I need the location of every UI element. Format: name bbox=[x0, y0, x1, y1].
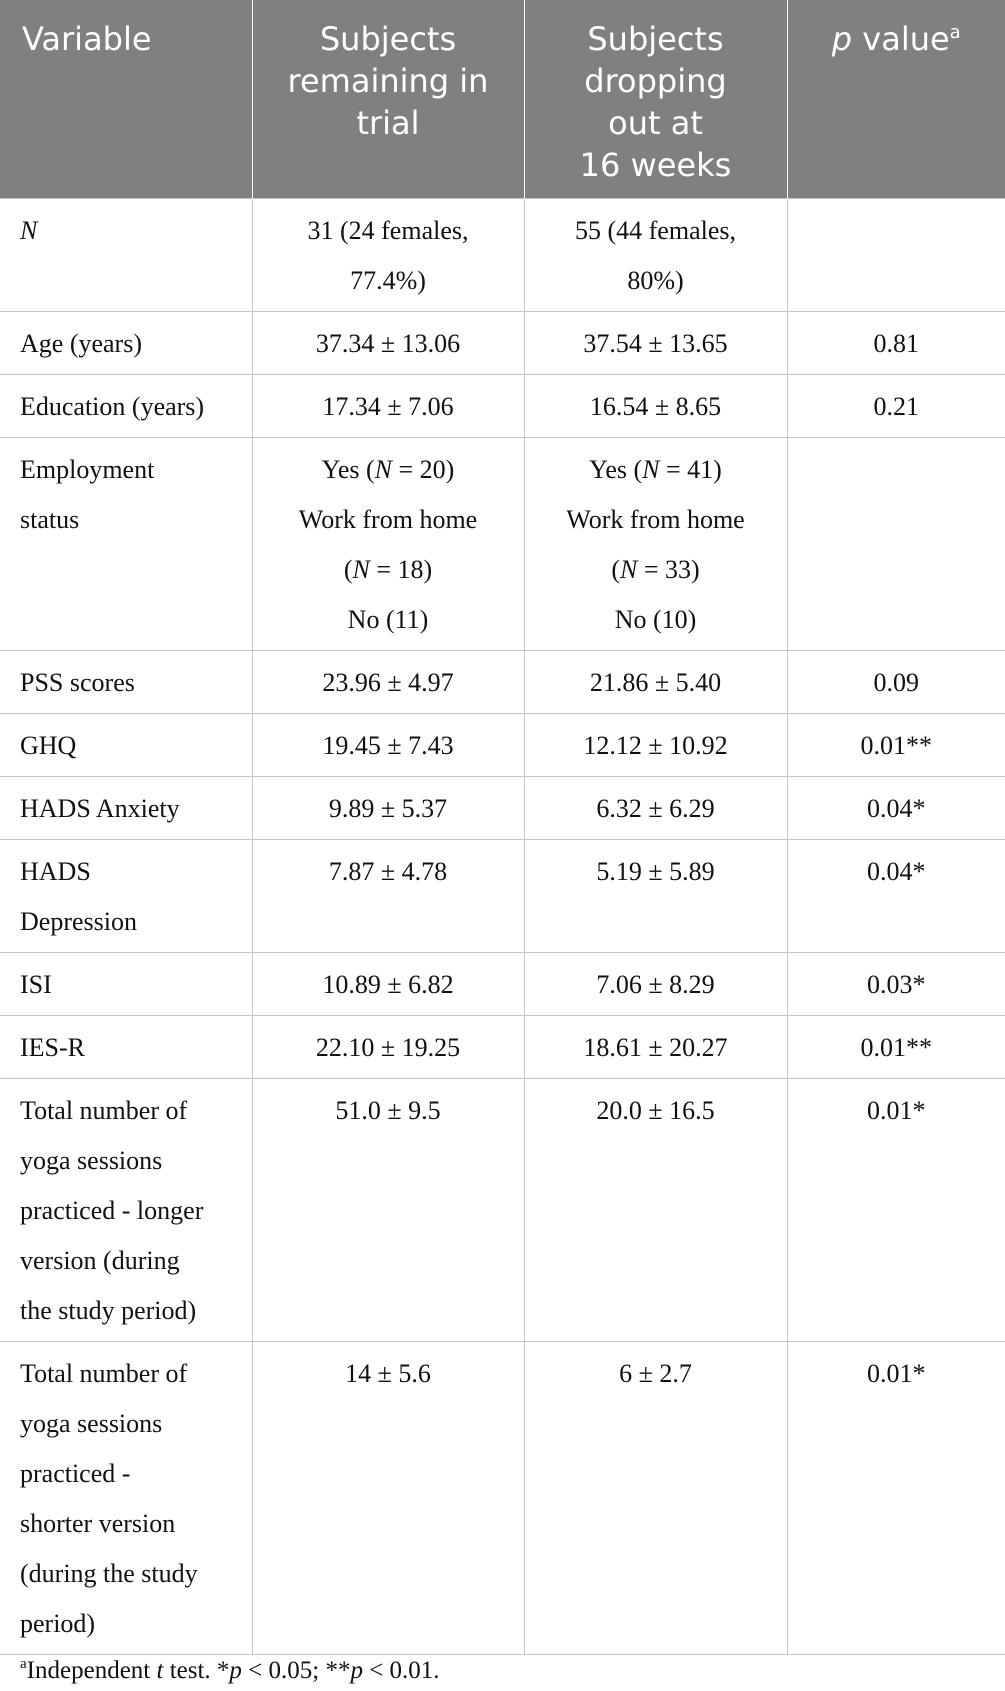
value-segment: Work from home bbox=[566, 505, 745, 534]
cell-remaining bbox=[252, 1342, 524, 1655]
remaining-value-line bbox=[263, 445, 514, 495]
header-dropout-line: out at bbox=[608, 104, 703, 142]
remaining-value-line: 37.34 ± 13.06 bbox=[315, 329, 461, 358]
cell-remaining bbox=[252, 375, 524, 438]
value-segment: No (11) bbox=[347, 605, 429, 634]
variable-text: Age (years) bbox=[20, 329, 142, 358]
header-pvalue bbox=[787, 0, 1005, 199]
value-segment: N bbox=[374, 455, 392, 484]
cell-pvalue: 0.01* bbox=[787, 1342, 1005, 1655]
footnote-text: t bbox=[156, 1657, 164, 1684]
dropout-value-line: 80%) bbox=[627, 266, 684, 295]
cell-remaining bbox=[252, 651, 524, 714]
cell-pvalue: 0.21 bbox=[787, 375, 1005, 438]
cell-remaining bbox=[252, 777, 524, 840]
variable-text: status bbox=[20, 505, 80, 534]
cell-remaining bbox=[252, 312, 524, 375]
dropout-value-line bbox=[535, 595, 777, 645]
cell-variable bbox=[0, 375, 252, 438]
cell-pvalue: 0.04* bbox=[787, 777, 1005, 840]
value-segment: Work from home bbox=[298, 505, 478, 534]
cell-dropout bbox=[524, 1079, 787, 1342]
cell-dropout bbox=[524, 1342, 787, 1655]
dropout-value-line: 12.12 ± 10.92 bbox=[583, 731, 728, 760]
value-segment: = 41) bbox=[659, 455, 722, 484]
remaining-value-line: 77.4%) bbox=[350, 266, 426, 295]
remaining-value-line: 31 (24 females, bbox=[307, 216, 469, 245]
value-segment: ( bbox=[611, 555, 620, 584]
dropout-value-line: 55 (44 females, bbox=[574, 216, 736, 245]
remaining-value-line: 22.10 ± 19.25 bbox=[315, 1033, 461, 1062]
header-remaining-line: trial bbox=[356, 104, 420, 142]
cell-pvalue: 0.01** bbox=[787, 1016, 1005, 1079]
cell-pvalue bbox=[787, 438, 1005, 651]
cell-pvalue bbox=[787, 199, 1005, 312]
table-row-yoga-shorter bbox=[0, 1342, 1005, 1655]
cell-remaining bbox=[252, 953, 524, 1016]
footnote-text: p bbox=[229, 1657, 242, 1684]
dropout-value-line: 7.06 ± 8.29 bbox=[596, 970, 715, 999]
dropout-value-line: 5.19 ± 5.89 bbox=[596, 857, 715, 886]
cell-pvalue: 0.03* bbox=[787, 953, 1005, 1016]
cell-dropout bbox=[524, 714, 787, 777]
dropout-value-line: 6.32 ± 6.29 bbox=[596, 794, 715, 823]
cell-pvalue: 0.01* bbox=[787, 1079, 1005, 1342]
cell-remaining bbox=[252, 1079, 524, 1342]
cell-dropout bbox=[524, 199, 787, 312]
value-segment: No (10) bbox=[614, 605, 697, 634]
table-row-hads-depression bbox=[0, 840, 1005, 953]
cell-remaining bbox=[252, 199, 524, 312]
header-remaining-line: Subjects bbox=[319, 20, 457, 58]
table-row-ghq bbox=[0, 714, 1005, 777]
variable-text: HADS Anxiety bbox=[20, 794, 180, 823]
cell-dropout bbox=[524, 1016, 787, 1079]
header-pvalue-text: value bbox=[852, 20, 950, 58]
cell-pvalue: 0.01** bbox=[787, 714, 1005, 777]
variable-text: HADS bbox=[20, 857, 91, 886]
footnote-text: < 0.05; ** bbox=[241, 1657, 351, 1684]
header-row bbox=[0, 0, 1005, 199]
remaining-value-line bbox=[263, 495, 514, 545]
variable-text: version (during bbox=[20, 1246, 180, 1275]
cell-variable bbox=[0, 1016, 252, 1079]
header-dropout-line: dropping bbox=[584, 62, 727, 100]
cell-dropout bbox=[524, 840, 787, 953]
dropout-value-line bbox=[535, 495, 777, 545]
table-row-pss bbox=[0, 651, 1005, 714]
table-header bbox=[0, 0, 1005, 199]
cell-variable bbox=[0, 651, 252, 714]
remaining-value-line: 51.0 ± 9.5 bbox=[335, 1096, 441, 1125]
value-segment: Yes ( bbox=[321, 455, 375, 484]
header-dropout bbox=[524, 0, 787, 199]
dropout-value-line: 37.54 ± 13.65 bbox=[583, 329, 728, 358]
footnote-mark: a bbox=[20, 1656, 27, 1672]
variable-text: Total number of bbox=[20, 1359, 188, 1388]
variable-text: PSS scores bbox=[20, 668, 135, 697]
table-row-isi bbox=[0, 953, 1005, 1016]
remaining-value-line bbox=[263, 545, 514, 595]
cell-variable bbox=[0, 840, 252, 953]
variable-text: Total number of bbox=[20, 1096, 188, 1125]
variable-text: ISI bbox=[20, 970, 52, 999]
cell-dropout bbox=[524, 777, 787, 840]
cell-remaining bbox=[252, 714, 524, 777]
remaining-value-line: 7.87 ± 4.78 bbox=[328, 857, 448, 886]
table-row-education bbox=[0, 375, 1005, 438]
value-segment: ( bbox=[343, 555, 353, 584]
cell-variable bbox=[0, 1079, 252, 1342]
cell-dropout bbox=[524, 651, 787, 714]
cell-remaining bbox=[252, 1016, 524, 1079]
header-remaining-line: remaining in bbox=[287, 62, 489, 100]
variable-text: yoga sessions bbox=[20, 1146, 163, 1175]
cell-dropout bbox=[524, 312, 787, 375]
dropout-value-line: 20.0 ± 16.5 bbox=[596, 1096, 715, 1125]
variable-text: IES-R bbox=[20, 1033, 85, 1062]
variable-text: Employment bbox=[20, 455, 155, 484]
dropout-value-line: 6 ± 2.7 bbox=[619, 1359, 692, 1388]
cell-dropout bbox=[524, 953, 787, 1016]
variable-text: shorter version bbox=[20, 1509, 176, 1538]
table-row-age bbox=[0, 312, 1005, 375]
cell-pvalue: 0.81 bbox=[787, 312, 1005, 375]
cell-pvalue: 0.04* bbox=[787, 840, 1005, 953]
variable-text: practiced - longer bbox=[20, 1196, 204, 1225]
table-row-hads-anxiety bbox=[0, 777, 1005, 840]
header-variable: Variable bbox=[0, 0, 252, 199]
variable-text: N bbox=[20, 216, 38, 245]
header-pvalue-symbol: p bbox=[831, 20, 853, 58]
dropout-value-line bbox=[535, 445, 777, 495]
value-segment: Yes ( bbox=[589, 455, 643, 484]
cell-variable bbox=[0, 714, 252, 777]
dropout-value-line bbox=[535, 545, 777, 595]
header-dropout-line: Subjects bbox=[587, 20, 724, 58]
variable-text: the study period) bbox=[20, 1296, 197, 1325]
cell-variable bbox=[0, 312, 252, 375]
cell-variable bbox=[0, 777, 252, 840]
variable-text: Education (years) bbox=[20, 392, 205, 421]
cell-remaining bbox=[252, 840, 524, 953]
cell-variable bbox=[0, 1342, 252, 1655]
table-row-n bbox=[0, 199, 1005, 312]
value-segment: N bbox=[352, 555, 370, 584]
header-pvalue-footnote-mark: a bbox=[949, 22, 961, 43]
value-segment: = 18) bbox=[369, 555, 433, 584]
footnote-text: test. * bbox=[163, 1657, 230, 1684]
cell-pvalue: 0.09 bbox=[787, 651, 1005, 714]
remaining-value-line: 17.34 ± 7.06 bbox=[322, 392, 454, 421]
cell-variable bbox=[0, 438, 252, 651]
table-row-ies-r bbox=[0, 1016, 1005, 1079]
value-segment: N bbox=[620, 555, 638, 584]
cell-dropout bbox=[524, 438, 787, 651]
remaining-value-line: 19.45 ± 7.43 bbox=[322, 731, 454, 760]
variable-text: period) bbox=[20, 1609, 96, 1638]
table-row-yoga-longer bbox=[0, 1079, 1005, 1342]
footnote-text: Independent bbox=[26, 1657, 157, 1684]
value-segment: = 33) bbox=[637, 555, 700, 584]
remaining-value-line: 9.89 ± 5.37 bbox=[328, 794, 448, 823]
remaining-value-line: 14 ± 5.6 bbox=[345, 1359, 431, 1388]
dropout-value-line: 21.86 ± 5.40 bbox=[589, 668, 722, 697]
variable-text: yoga sessions bbox=[20, 1409, 163, 1438]
dropout-value-line: 18.61 ± 20.27 bbox=[583, 1033, 728, 1062]
table-body bbox=[0, 199, 1005, 1655]
cell-remaining bbox=[252, 438, 524, 651]
variable-text: practiced - bbox=[20, 1459, 131, 1488]
footnote-text: p bbox=[350, 1657, 363, 1684]
header-remaining bbox=[252, 0, 524, 199]
table-row-employment bbox=[0, 438, 1005, 651]
cell-variable bbox=[0, 953, 252, 1016]
cell-variable bbox=[0, 199, 252, 312]
footnote-text: < 0.01. bbox=[362, 1657, 440, 1684]
variable-text: Depression bbox=[20, 907, 137, 936]
cell-dropout bbox=[524, 375, 787, 438]
remaining-value-line: 10.89 ± 6.82 bbox=[322, 970, 454, 999]
header-dropout-line: 16 weeks bbox=[579, 146, 732, 184]
value-segment: N bbox=[642, 455, 660, 484]
remaining-value-line bbox=[263, 595, 514, 645]
variable-text: GHQ bbox=[20, 731, 77, 760]
variable-text: (during the study bbox=[20, 1559, 198, 1588]
value-segment: = 20) bbox=[392, 455, 455, 484]
table-footnote bbox=[20, 1657, 440, 1685]
dropout-value-line: 16.54 ± 8.65 bbox=[589, 392, 722, 421]
remaining-value-line: 23.96 ± 4.97 bbox=[322, 668, 454, 697]
